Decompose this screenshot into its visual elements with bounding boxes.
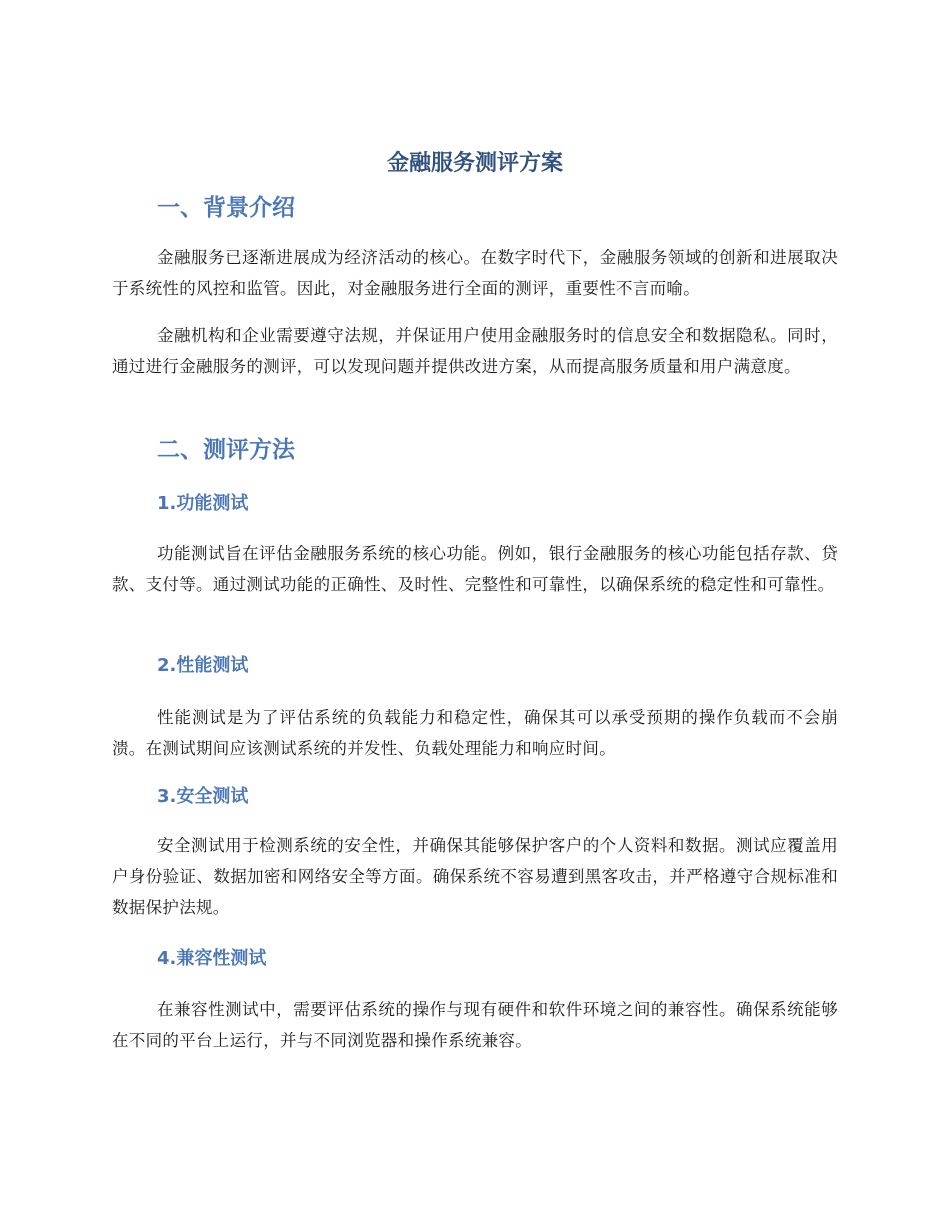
background-paragraph-2: 金融机构和企业需要遵守法规，并保证用户使用金融服务时的信息安全和数据隐私。同时，通过进行金融服务的测评，可以发现问题并提供改进方案，从而提高服务质量和用户满意度。 [112,326,838,376]
functional-test-paragraph: 功能测试旨在评估金融服务系统的核心功能。例如，银行金融服务的核心功能包括存款、贷款、支付等。通过测试功能的正确性、及时性、完整性和可靠性，以确保系统的稳定性和可靠性。 [112,544,838,594]
background-paragraph-1: 金融服务已逐渐进展成为经济活动的核心。在数字时代下，金融服务领域的创新和进展取决于系统性的风控和监管。因此，对金融服务进行全面的测评，重要性不言而喻。 [112,248,838,298]
subsection-heading-performance-test: 2.性能测试 [157,655,249,676]
subsection-heading-compatibility-test: 4.兼容性测试 [157,948,267,969]
section-heading-methods: 二、测评方法 [157,437,295,463]
performance-test-paragraph: 性能测试是为了评估系统的负载能力和稳定性，确保其可以承受预期的操作负载而不会崩溃。在测试期间应该测试系统的并发性、负载处理能力和响应时间。 [112,708,838,758]
subsection-heading-functional-test: 1.功能测试 [157,493,249,514]
subsection-heading-security-test: 3.安全测试 [157,786,249,807]
security-test-paragraph: 安全测试用于检测系统的安全性，并确保其能够保护客户的个人资料和数据。测试应覆盖用户身份验证、数据加密和网络安全等方面。确保系统不容易遭到黑客攻击，并严格遵守合规标准和数据保护法规。 [112,836,838,917]
section-heading-background: 一、背景介绍 [157,195,295,221]
document-title: 金融服务测评方案 [386,151,563,176]
compatibility-test-paragraph: 在兼容性测试中，需要评估系统的操作与现有硬件和软件环境之间的兼容性。确保系统能够在不同的平台上运行，并与不同浏览器和操作系统兼容。 [112,1000,838,1050]
